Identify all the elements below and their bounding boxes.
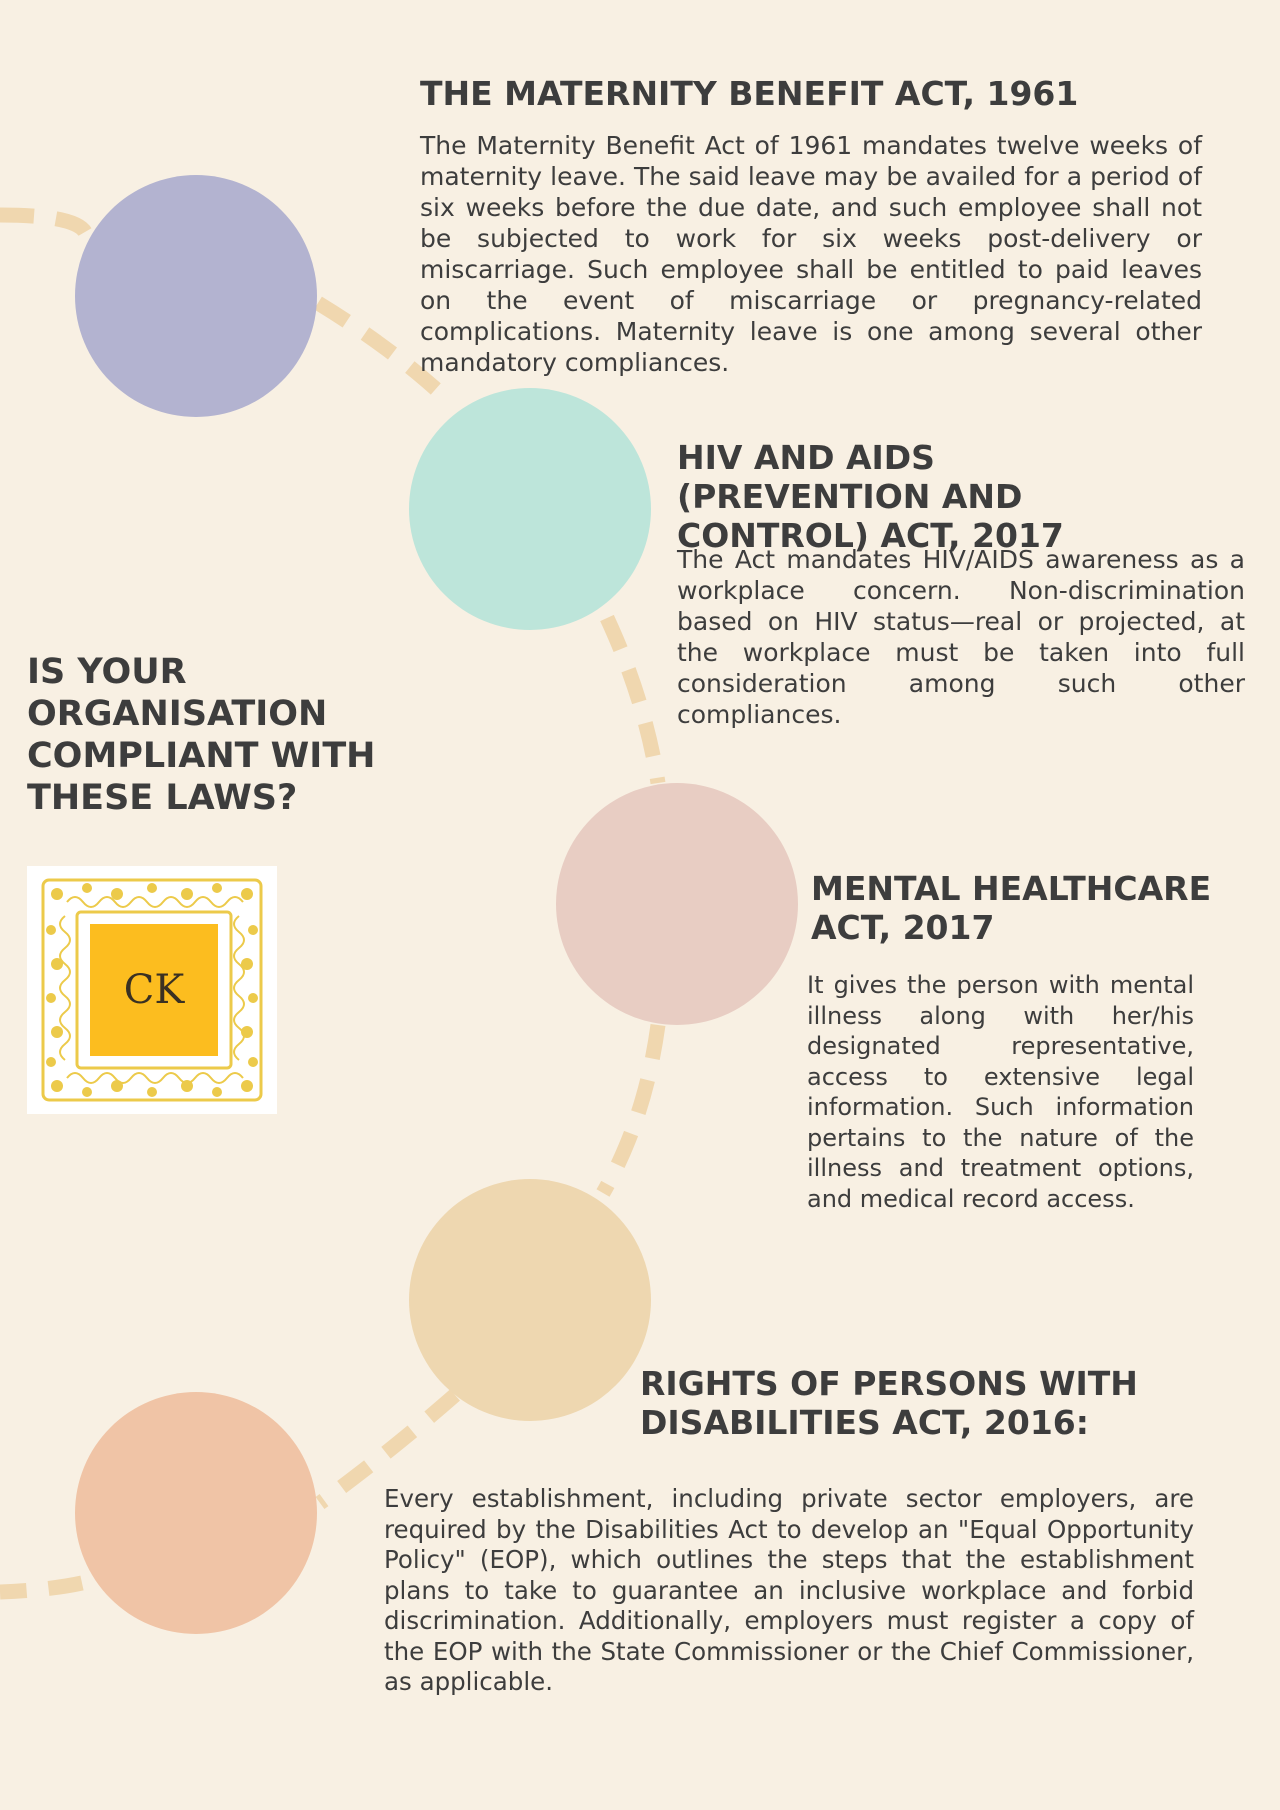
timeline-circle-1	[75, 175, 317, 417]
section-text-mental-healthcare: It gives the person with mental illness along with her/his designated representative, access to extensive legal information. Such information pertains to the nature of the illness and treatment options, and medical record access.	[807, 971, 1194, 1213]
section-title-mental-healthcare: MENTAL HEALTHCARE ACT, 2017	[811, 869, 1212, 947]
section-text-hiv-aids: The Act mandates HIV/AIDS awareness as a workplace concern. Non-discrimination based on HIV status—real or projected, at the workplace must be taken into full consideration among such other compliances.	[677, 545, 1245, 729]
logo-text: CK	[123, 967, 185, 1013]
section-title-maternity: THE MATERNITY BENEFIT ACT, 1961	[420, 74, 1079, 113]
section-text-disabilities: Every establishment, including private sector employers, are required by the Disabilities Act to develop an "Equal Opportunity Policy" (EOP), which outlines the steps that the establishment plans to take to guarantee an inclusive workplace and forbid discrimination. Additionally, employers must register a copy of the EOP with the State Commissioner or the Chief Commissioner, as applicable.	[384, 1484, 1194, 1696]
logo-box	[90, 924, 218, 1056]
timeline-circle-2	[409, 388, 651, 630]
compliance-question: IS YOUR ORGANISATION COMPLIANT WITH THESE LAWS?	[27, 652, 376, 818]
timeline-circle-5	[75, 1392, 317, 1634]
timeline-circle-4	[409, 1179, 651, 1421]
section-title-hiv-aids: HIV AND AIDS (PREVENTION AND CONTROL) ACT, 2017	[677, 438, 1064, 555]
section-text-maternity: The Maternity Benefit Act of 1961 mandates twelve weeks of maternity leave. The said leave may be availed for a period of six weeks before the due date, and such employee shall not be subjected to work for six weeks post-delivery or miscarriage. Such employee shall be entitled to paid leaves on the event of miscarriage or pregnancy-related complications. Maternity leave is one among several other mandatory compliances.	[420, 131, 1202, 377]
ck-logo	[27, 866, 277, 1114]
section-title-disabilities: RIGHTS OF PERSONS WITH DISABILITIES ACT, 2016:	[640, 1364, 1138, 1442]
timeline-circle-3	[556, 783, 798, 1025]
